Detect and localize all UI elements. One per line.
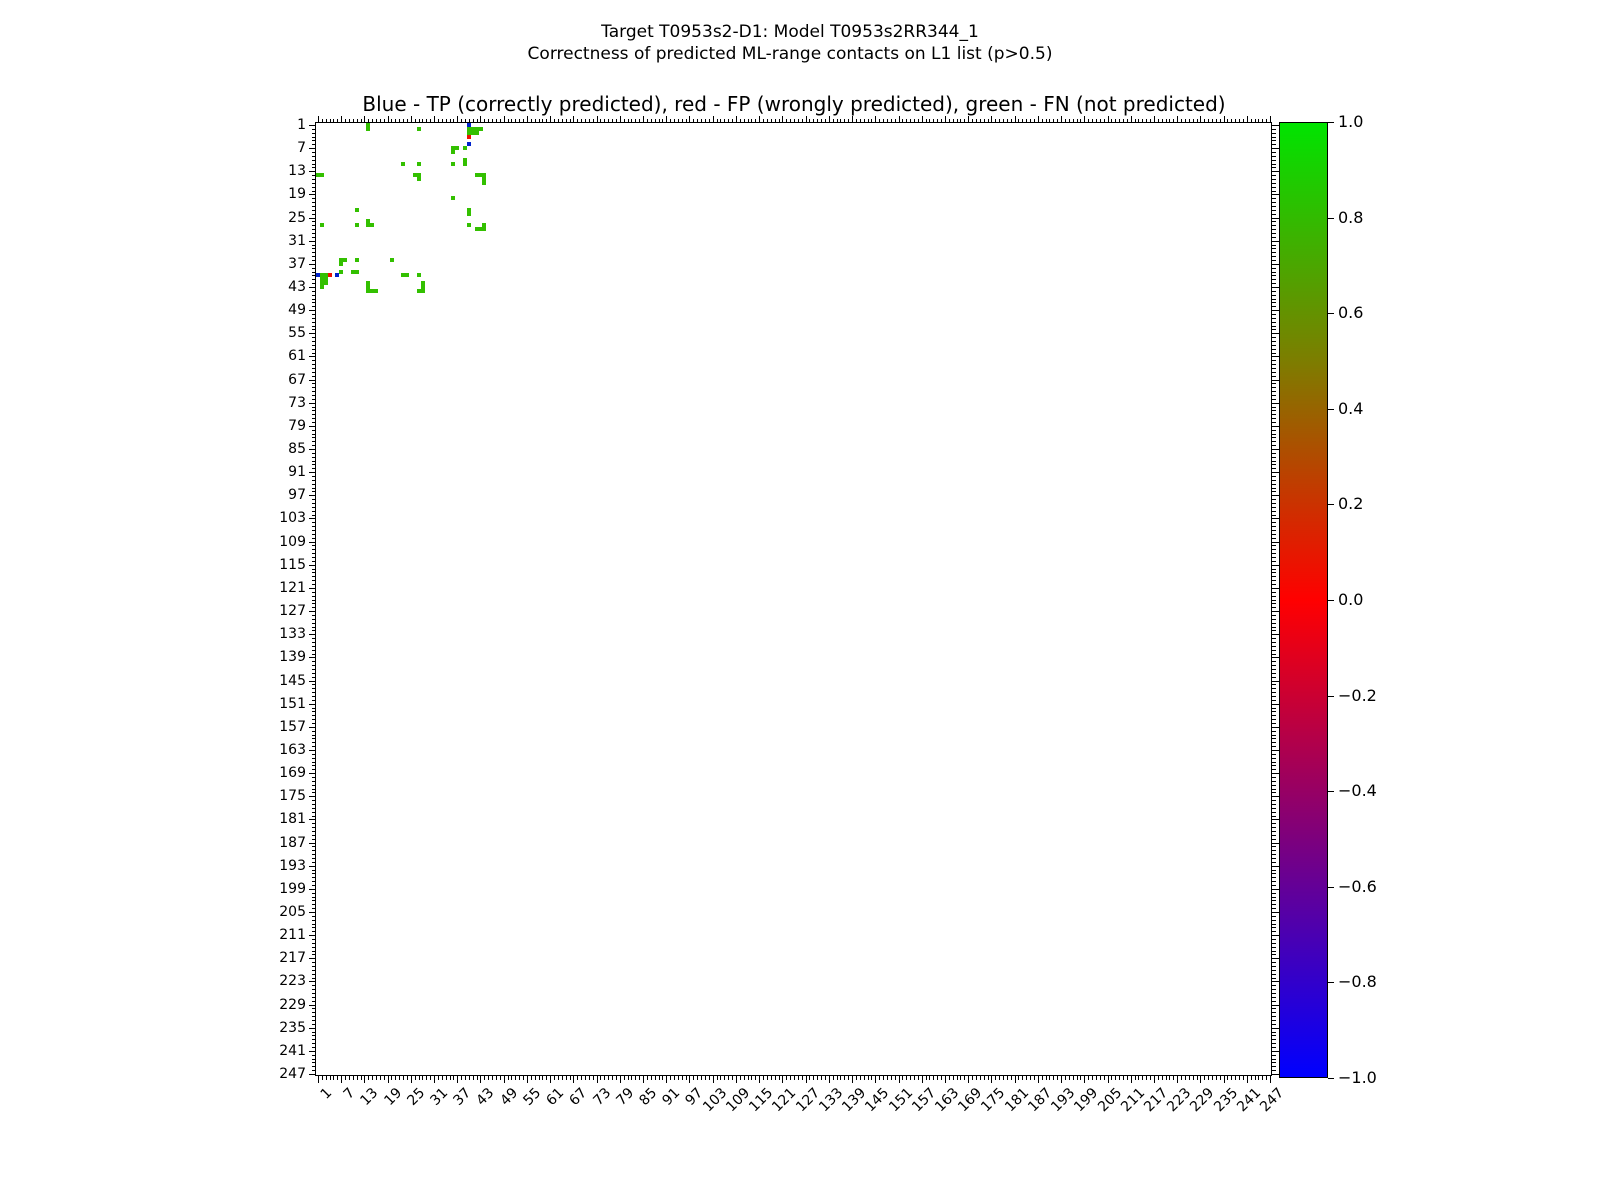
colorbar-tick-label: 1.0 <box>1338 112 1364 131</box>
y-tick-label: 97 <box>288 487 306 504</box>
y-tick-label: 73 <box>288 394 306 411</box>
contact-cell <box>390 258 394 262</box>
y-tick-label: 25 <box>288 209 306 226</box>
y-tick-label: 229 <box>279 996 306 1013</box>
axes-title: Blue - TP (correctly predicted), red - FP (wrongly predicted), green - FN (not predicted) <box>362 92 1226 116</box>
y-tick-label: 67 <box>288 371 306 388</box>
x-tick-label: 121 <box>769 1085 800 1116</box>
contact-cell <box>455 146 459 150</box>
contact-cell <box>421 289 425 293</box>
contact-cell <box>417 127 421 131</box>
figure-title <box>0 21 1580 65</box>
x-tick-label: 19 <box>380 1085 405 1109</box>
x-tick-label: 229 <box>1187 1085 1218 1116</box>
y-tick-label: 157 <box>279 718 306 735</box>
y-tick-label: 1 <box>297 116 306 133</box>
x-tick-label: 67 <box>566 1085 591 1109</box>
x-tick-label: 199 <box>1071 1085 1102 1116</box>
x-tick-label: 133 <box>815 1085 847 1116</box>
colorbar-tick-label: 0.8 <box>1338 207 1364 227</box>
y-tick-label: 31 <box>288 232 306 249</box>
contact-cell <box>355 223 359 227</box>
y-tick-label: 205 <box>279 904 306 921</box>
y-tick-label: 7 <box>297 140 306 157</box>
y-tick-label: 121 <box>279 579 306 596</box>
x-tick-label: 31 <box>427 1085 452 1109</box>
y-tick-label: 61 <box>288 348 306 365</box>
figure-title-line2: Correctness of predicted ML-range contacts on L1 list (p>0.5) <box>527 44 1053 64</box>
contact-cell <box>320 173 324 177</box>
x-tick-label: 187 <box>1024 1085 1056 1116</box>
figure-title-line1: Target T0953s2-D1: Model T0953s2RR344_1 <box>601 22 979 42</box>
x-tick-label: 223 <box>1164 1085 1195 1116</box>
x-tick-label: 49 <box>497 1085 522 1109</box>
y-tick-label: 169 <box>279 765 306 782</box>
contact-cell <box>343 258 347 262</box>
contact-cell <box>479 127 483 131</box>
contact-cell <box>355 208 359 212</box>
y-tick-label: 37 <box>288 255 306 272</box>
contact-cell <box>451 150 455 154</box>
x-tick-label: 73 <box>589 1085 614 1109</box>
y-tick-label: 133 <box>279 626 306 643</box>
contact-cell <box>339 262 343 266</box>
x-tick-label: 163 <box>932 1085 963 1116</box>
y-tick-label: 241 <box>279 1042 306 1059</box>
y-tick-label: 55 <box>288 325 306 342</box>
contact-cell <box>320 223 324 227</box>
y-tick-label: 49 <box>288 302 306 319</box>
y-tick-label: 103 <box>279 510 306 527</box>
colorbar-tick-label: −0.6 <box>1338 876 1377 896</box>
contact-cell <box>355 258 359 262</box>
y-tick-label: 235 <box>279 1019 306 1036</box>
contact-cell <box>370 223 374 227</box>
x-tick-label: 127 <box>792 1085 823 1116</box>
contact-cell <box>463 162 467 166</box>
x-tick-label: 97 <box>682 1085 707 1109</box>
x-tick-label: 103 <box>699 1085 731 1116</box>
x-tick-label: 109 <box>723 1085 754 1116</box>
contact-cell <box>475 131 479 135</box>
y-tick-label: 223 <box>279 973 306 990</box>
contact-cell <box>467 212 471 216</box>
contact-cell <box>335 273 339 277</box>
x-tick-label: 85 <box>636 1085 661 1109</box>
x-tick-label: 37 <box>450 1085 475 1109</box>
y-tick-label: 163 <box>279 741 306 758</box>
x-tick-label: 79 <box>613 1085 638 1109</box>
y-tick-label: 109 <box>279 533 306 550</box>
y-tick-label: 115 <box>279 556 306 573</box>
contact-cell <box>355 270 359 274</box>
colorbar-tick-label: −0.4 <box>1338 781 1377 801</box>
colorbar-tick-label: 0.2 <box>1338 494 1364 514</box>
x-tick-label: 193 <box>1048 1085 1079 1116</box>
contact-cell <box>320 285 324 289</box>
y-tick-label: 151 <box>279 695 306 712</box>
colorbar <box>1279 122 1328 1078</box>
x-tick-label: 175 <box>978 1085 1009 1116</box>
y-tick-label: 139 <box>279 649 306 666</box>
colorbar-tick-label: 0.4 <box>1338 398 1364 418</box>
x-tick-label: 235 <box>1210 1085 1241 1116</box>
y-tick-label: 145 <box>279 672 306 689</box>
contact-cell <box>467 142 471 146</box>
x-tick-label: 145 <box>862 1085 893 1116</box>
colorbar-tick-label: −1.0 <box>1338 1068 1377 1087</box>
x-tick-label: 247 <box>1257 1085 1288 1116</box>
contact-cell <box>467 123 471 127</box>
y-tick-label: 211 <box>279 927 306 944</box>
x-tick-label: 157 <box>908 1085 940 1116</box>
contact-cell <box>366 127 370 131</box>
colorbar-tick-label: 0.0 <box>1338 590 1364 609</box>
x-tick-label: 61 <box>543 1085 568 1109</box>
contact-cell <box>417 162 421 166</box>
y-tick-label: 91 <box>288 464 306 481</box>
x-tick-label: 25 <box>404 1085 429 1109</box>
contact-cell <box>417 177 421 181</box>
contact-cell <box>451 196 455 200</box>
y-tick-label: 175 <box>279 788 306 805</box>
colorbar-tick-label: 0.6 <box>1338 303 1364 323</box>
contact-cell <box>339 270 343 274</box>
x-tick-label: 169 <box>955 1085 986 1116</box>
contact-cell <box>401 162 405 166</box>
x-tick-label: 151 <box>885 1085 916 1116</box>
x-tick-label: 115 <box>746 1085 777 1116</box>
contact-cell <box>405 273 409 277</box>
contact-cell <box>328 273 332 277</box>
contact-cell <box>467 135 471 139</box>
y-tick-label: 43 <box>288 278 306 295</box>
x-tick-label: 181 <box>1001 1085 1032 1116</box>
x-tick-label: 43 <box>473 1085 498 1109</box>
contact-cell <box>324 281 328 285</box>
x-tick-label: 217 <box>1141 1085 1172 1116</box>
x-tick-label: 241 <box>1233 1085 1265 1116</box>
contact-cell <box>316 273 320 277</box>
x-tick-label: 139 <box>839 1085 870 1116</box>
x-tick-label: 13 <box>357 1085 382 1109</box>
y-tick-label: 181 <box>279 811 306 828</box>
y-tick-label: 187 <box>279 834 306 851</box>
contact-cell <box>451 162 455 166</box>
x-tick-label: 1 <box>317 1085 336 1103</box>
colorbar-tick-label: −0.2 <box>1338 685 1377 705</box>
x-tick-label: 91 <box>659 1085 684 1109</box>
contact-cell <box>374 289 378 293</box>
y-tick-label: 199 <box>279 880 306 897</box>
y-tick-label: 13 <box>288 163 306 180</box>
contact-cell <box>482 181 486 185</box>
y-tick-label: 127 <box>279 603 306 620</box>
contact-cell <box>463 146 467 150</box>
x-tick-label: 55 <box>520 1085 545 1109</box>
contact-cell <box>482 227 486 231</box>
x-tick-label: 211 <box>1117 1085 1149 1116</box>
contact-map-plot-area <box>315 122 1272 1076</box>
y-tick-label: 19 <box>288 186 306 203</box>
y-tick-label: 217 <box>279 950 306 967</box>
x-tick-label: 7 <box>340 1085 359 1103</box>
x-tick-label: 205 <box>1094 1085 1125 1116</box>
colorbar-tick-label: −0.8 <box>1338 972 1377 992</box>
y-tick-label: 85 <box>288 441 306 458</box>
y-tick-label: 193 <box>279 857 306 874</box>
contact-cell <box>417 273 421 277</box>
contact-cell <box>467 223 471 227</box>
y-tick-label: 247 <box>279 1066 306 1083</box>
y-tick-label: 79 <box>288 417 306 434</box>
